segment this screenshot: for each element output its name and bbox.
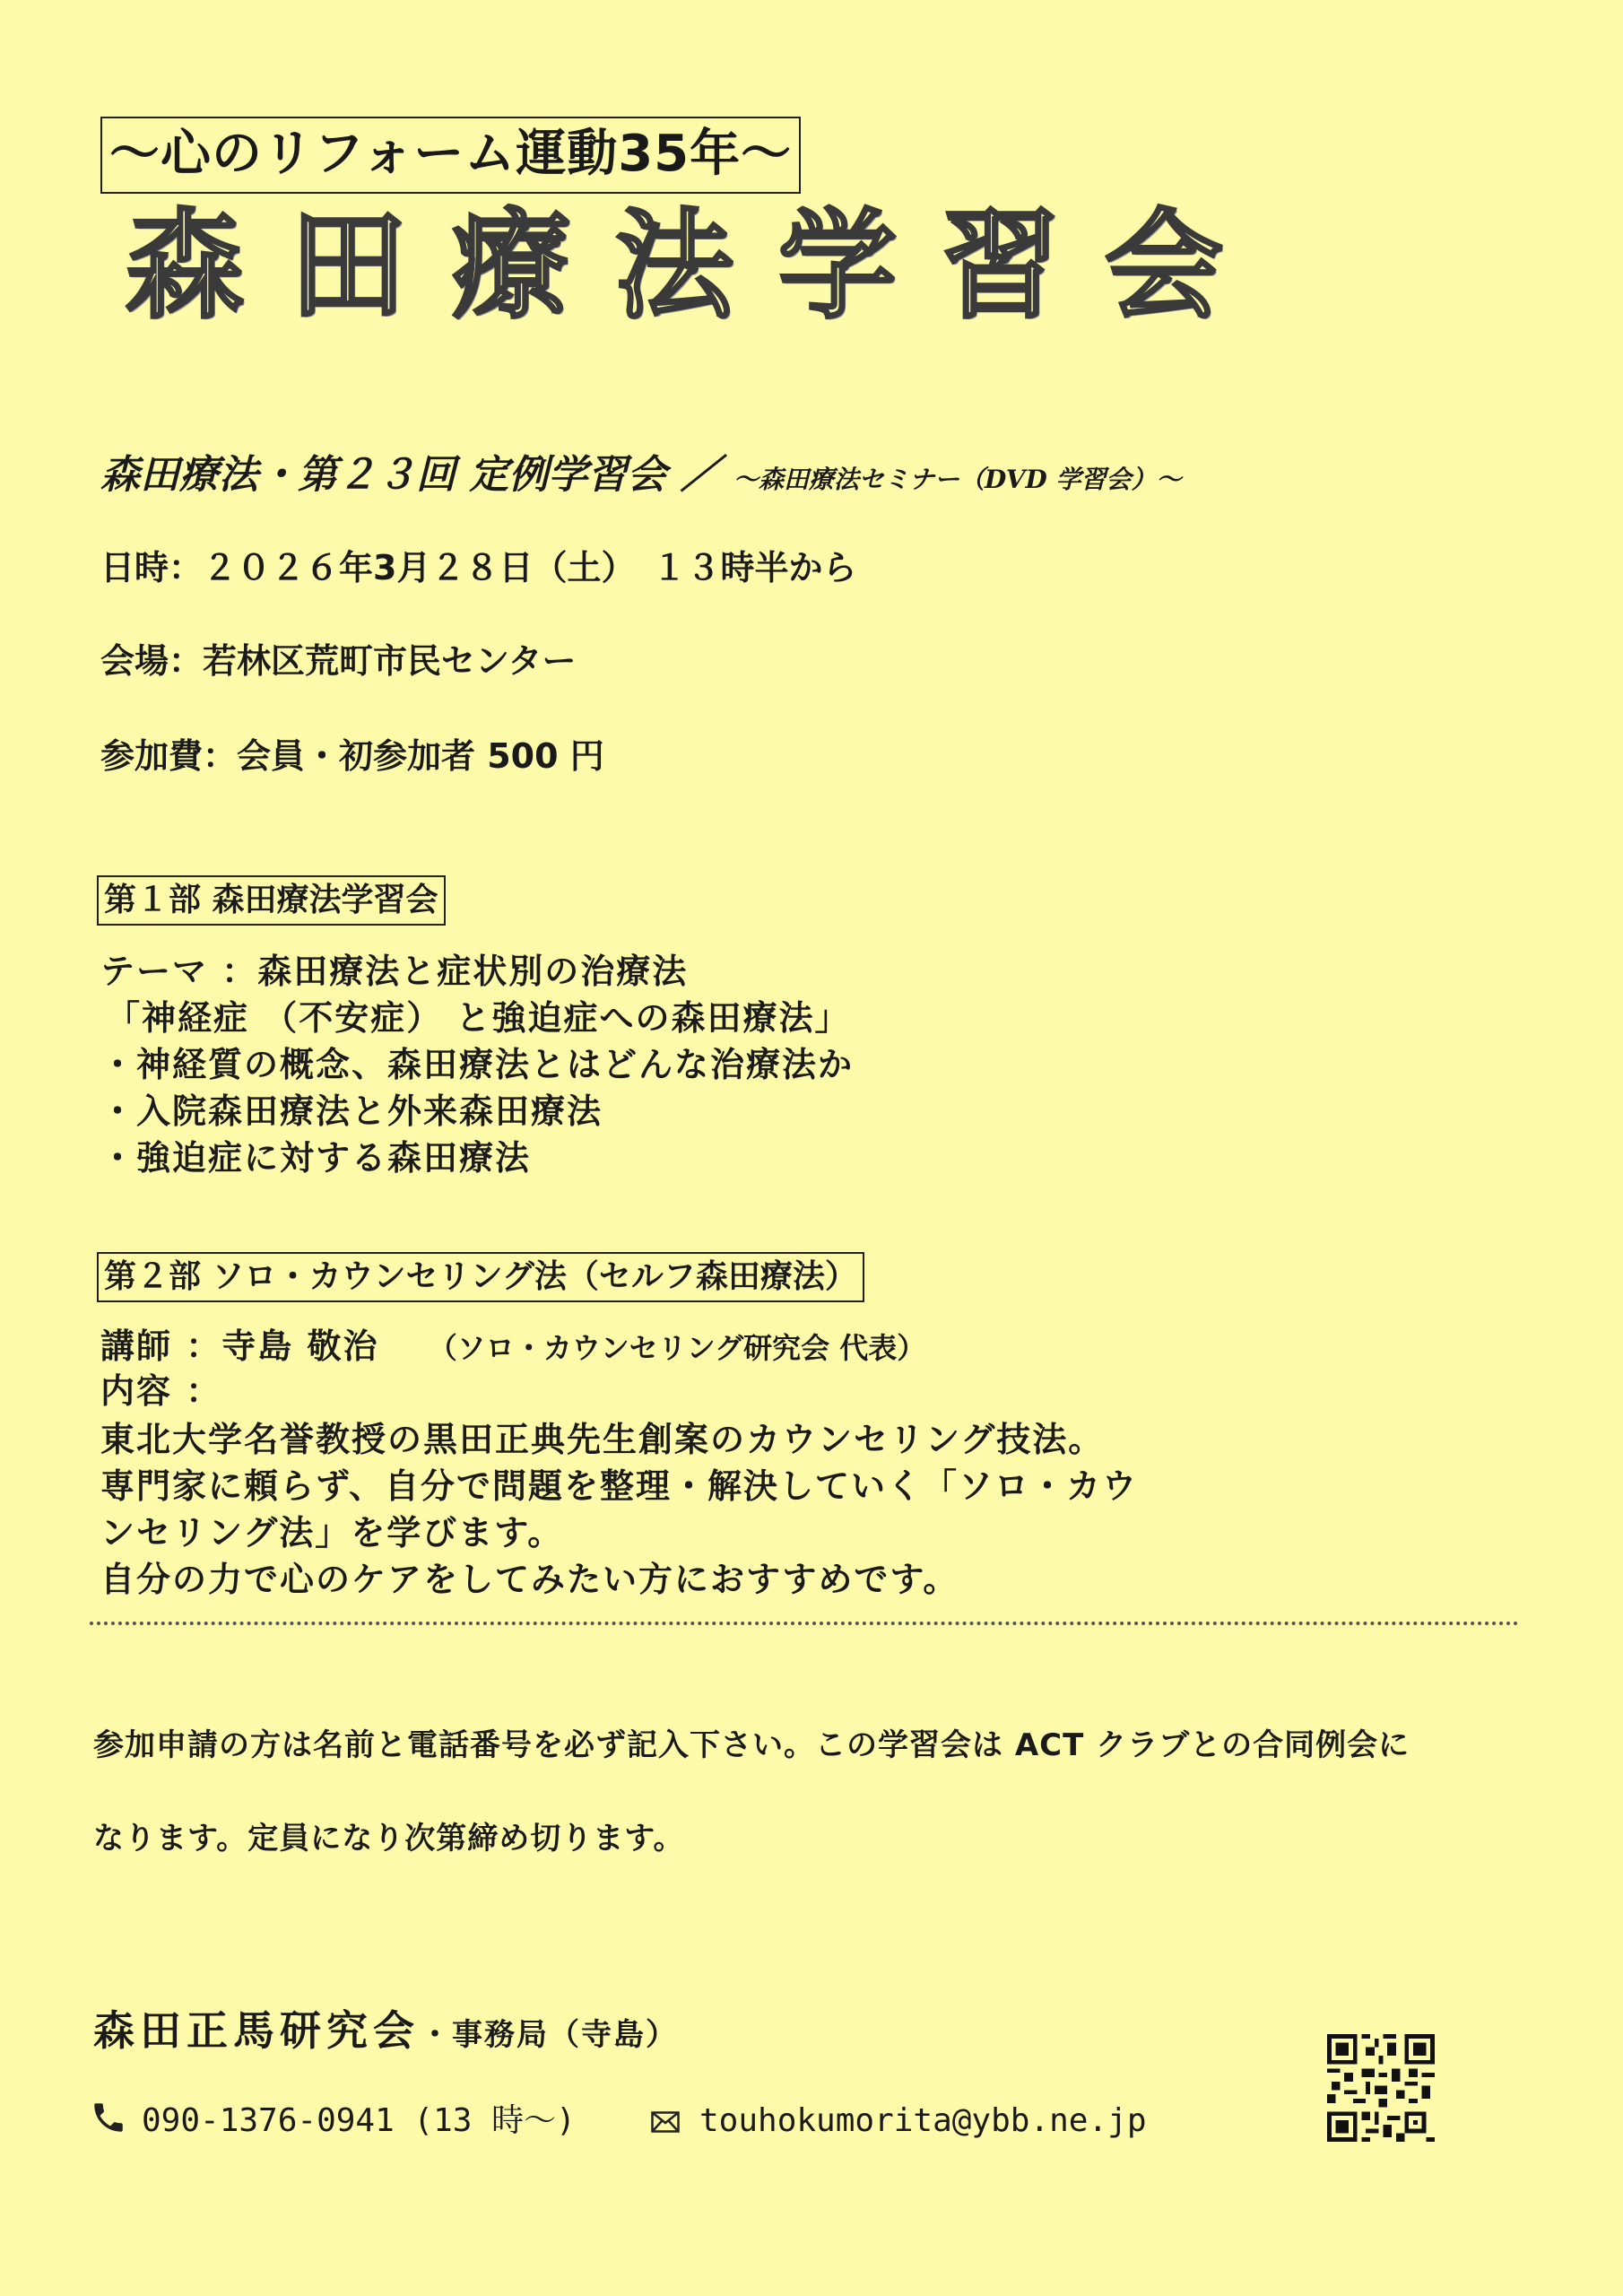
part2-line: 自分の力で心のケアをしてみたい方におすすめです。 bbox=[100, 1560, 959, 1599]
organization-name: 森田正馬研究会 bbox=[93, 2006, 420, 2055]
event-subtitle bbox=[100, 448, 1182, 507]
part2-line: ンセリング法」を学びます。 bbox=[100, 1513, 564, 1552]
event-venue: 会場：若林区荒町市民センター bbox=[100, 641, 577, 681]
email-address[interactable]: touhokumorita@ybb.ne.jp bbox=[699, 2102, 1147, 2139]
event-date: 日時：２０２６年3月２８日（土） １３時半から bbox=[100, 548, 857, 587]
part1-line: ・入院森田療法と外来森田療法 bbox=[100, 1091, 603, 1131]
phone-icon bbox=[90, 2099, 127, 2149]
main-title: 森田療法学習会 bbox=[126, 196, 1268, 335]
campaign-banner: ～心のリフォーム運動35年～ bbox=[100, 117, 801, 194]
lecturer-name: 講師 ：寺島 敬治 bbox=[100, 1326, 379, 1366]
part2-line: 東北大学名誉教授の黒田正典先生創案のカウンセリング技法。 bbox=[100, 1420, 1105, 1459]
event-fee: 参加費：会員・初参加者 500 円 bbox=[100, 736, 604, 776]
part1-line: 「神経症 （不安症） と強迫症への森田療法」 bbox=[106, 998, 851, 1038]
part1-line: ・神経質の概念、森田療法とはどんな治療法か bbox=[100, 1045, 855, 1084]
subtitle-slash: ／ bbox=[680, 452, 720, 498]
notice-line: 参加申請の方は名前と電話番号を必ず記入下さい。この学習会は ACT クラブとの合同例会に bbox=[93, 1727, 1410, 1763]
organization-office: ・事務局（寺島） bbox=[420, 2017, 678, 2053]
part2-line: 専門家に頼らず、自分で問題を整理・解決していく「ソロ・カウ bbox=[100, 1466, 1138, 1506]
section-divider bbox=[90, 1622, 1519, 1625]
subtitle-sub: ～森田療法セミナー（DVD 学習会）～ bbox=[733, 465, 1182, 494]
part1-line: ・強迫症に対する森田療法 bbox=[100, 1138, 532, 1178]
part1-theme: テーマ ：森田療法と症状別の治療法 bbox=[100, 952, 689, 991]
email-contact bbox=[651, 2099, 1147, 2145]
envelope-icon bbox=[651, 2100, 680, 2145]
lecturer-line bbox=[100, 1324, 925, 1370]
subtitle-main: 森田療法・第２３回 定例学習会 bbox=[100, 452, 667, 498]
notice-line: なります。定員になり次第締め切ります。 bbox=[93, 1821, 685, 1857]
qr-code-icon[interactable] bbox=[1327, 2034, 1435, 2142]
phone-contact bbox=[90, 2099, 576, 2149]
lecturer-affiliation: （ソロ・カウンセリング研究会 代表） bbox=[428, 1331, 926, 1365]
phone-number[interactable]: 090-1376-0941 (13 時～) bbox=[142, 2102, 576, 2139]
content-label: 内容 ： bbox=[100, 1371, 222, 1411]
organization bbox=[93, 2004, 678, 2062]
part2-label: 第２部 ソロ・カウンセリング法（セルフ森田療法） bbox=[97, 1252, 864, 1302]
part1-label: 第１部 森田療法学習会 bbox=[97, 875, 446, 926]
